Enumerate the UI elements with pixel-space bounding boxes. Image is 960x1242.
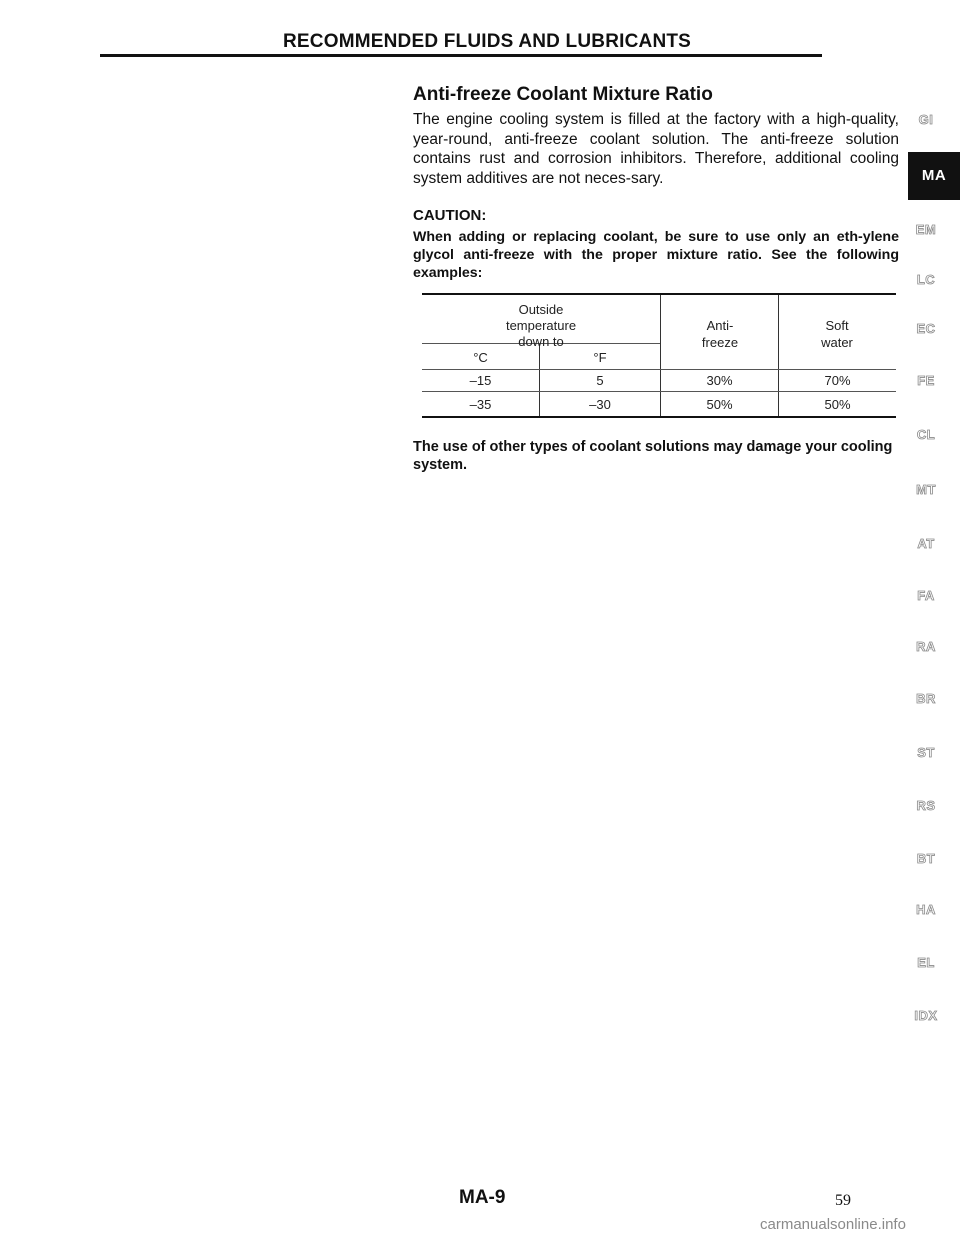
table-cell-fahrenheit: 5 — [596, 373, 604, 388]
side-tab-rs[interactable]: RS — [916, 798, 936, 813]
side-tab-lc[interactable]: LC — [916, 272, 936, 287]
page-number: 59 — [835, 1192, 851, 1209]
table-header-antifreeze: Anti-freeze — [701, 318, 739, 350]
watermark: carmanualsonline.info — [760, 1216, 906, 1233]
table-header-soft-water: Soft water — [821, 318, 853, 350]
footer-note: The use of other types of coolant solutions may damage your cooling system. — [413, 439, 893, 473]
side-tab-mt[interactable]: MT — [916, 482, 936, 497]
table-cell-celsius: –35 — [469, 397, 492, 412]
side-tab-ha[interactable]: HA — [916, 902, 936, 917]
caution-label: CAUTION: — [413, 207, 487, 224]
section-body: The engine cooling system is filled at the factory with a high-quality, year-round, anti-freeze coolant solution. The anti-freeze solution contains rust and corrosion inhibitors. Therefore, additional cooling system additives are not neces-sary. — [413, 111, 899, 187]
side-tab-at[interactable]: AT — [917, 536, 935, 551]
table-header-celsius: °C — [473, 350, 488, 365]
side-tab-fe[interactable]: FE — [917, 373, 935, 388]
side-tab-st[interactable]: ST — [917, 745, 935, 760]
side-tab-active[interactable]: MA — [908, 152, 960, 200]
table-cell-water: 70% — [824, 373, 851, 388]
table-divider — [422, 369, 896, 370]
mixture-ratio-table — [422, 293, 896, 418]
side-tab-idx[interactable]: IDX — [914, 1008, 938, 1023]
side-tab-br[interactable]: BR — [916, 691, 936, 706]
side-tab-ra[interactable]: RA — [916, 639, 936, 654]
side-tab-fa[interactable]: FA — [917, 588, 935, 603]
table-cell-fahrenheit: –30 — [589, 397, 611, 412]
side-tab-em[interactable]: EM — [915, 222, 937, 237]
table-cell-water: 50% — [824, 397, 851, 412]
header-rule — [100, 54, 822, 57]
side-tab-ec[interactable]: EC — [916, 321, 936, 336]
side-tab-gi[interactable]: GI — [918, 112, 934, 127]
table-header-fahrenheit: °F — [593, 350, 607, 365]
section-title: Anti-freeze Coolant Mixture Ratio — [413, 84, 713, 105]
page-header-title: RECOMMENDED FLUIDS AND LUBRICANTS — [283, 31, 692, 52]
table-cell-antifreeze: 30% — [706, 373, 733, 388]
side-tab-el[interactable]: EL — [917, 955, 935, 970]
table-divider — [422, 391, 896, 392]
table-header-outside-temperature: Outside temperature down to — [505, 302, 577, 349]
caution-text: When adding or replacing coolant, be sure to use only an eth-ylene glycol anti-freeze with the proper mixture ratio. See the following examples: — [413, 229, 899, 281]
table-cell-celsius: –15 — [469, 373, 492, 388]
side-tab-bt[interactable]: BT — [916, 851, 936, 866]
table-cell-antifreeze: 50% — [706, 397, 733, 412]
side-tab-cl[interactable]: CL — [916, 427, 936, 442]
page-id: MA-9 — [459, 1187, 506, 1208]
